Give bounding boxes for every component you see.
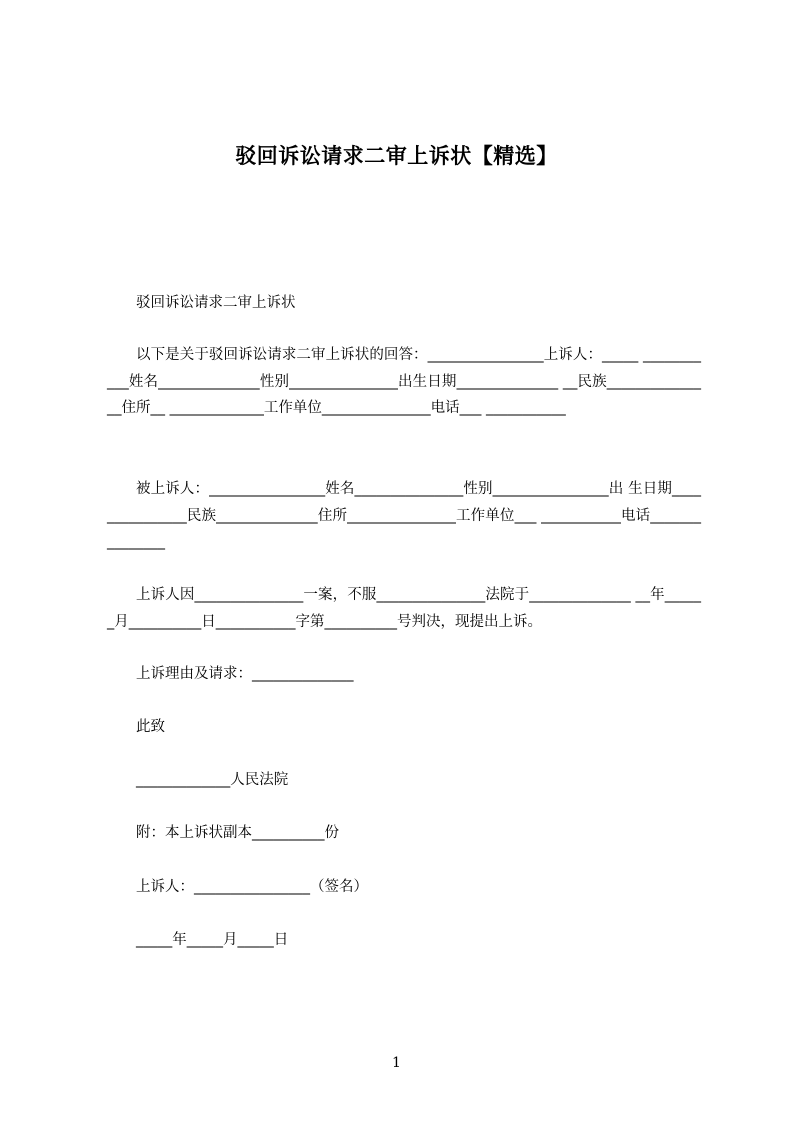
court-line: _____________人民法院 [136,772,289,788]
date-line: _____年_____月_____日 [136,932,289,948]
intro-paragraph: 以下是关于驳回诉讼请求二审上诉状的回答：________________上诉人：_____ ___________姓名______________性别_______________出生日期______________ __民族_______________住所__ _____________工作单位_______________电话___ ___________ [107,347,701,416]
salutation-line: 此致 [136,719,165,735]
reasons-line: 上诉理由及请求：______________ [136,666,354,682]
attachment-line: 附：本上诉状副本__________份 [136,825,339,841]
document-subtitle: 驳回诉讼请求二审上诉状 [136,295,296,311]
appeal-cause-paragraph: 上诉人因_______________一案，不服_______________法院于______________ __年______月__________日___________字第__________号判决，现提出上诉。 [107,587,701,630]
page-number: 1 [392,1055,401,1071]
document-title: 驳回诉讼请求二审上诉状【精选】 [235,144,558,168]
respondent-paragraph: 被上诉人：________________姓名_______________性别________________出 生日期_______________民族______________住所_______________工作单位___ ___________电话_______________ [107,481,701,550]
signature-line: 上诉人：________________（签名） [136,879,368,895]
